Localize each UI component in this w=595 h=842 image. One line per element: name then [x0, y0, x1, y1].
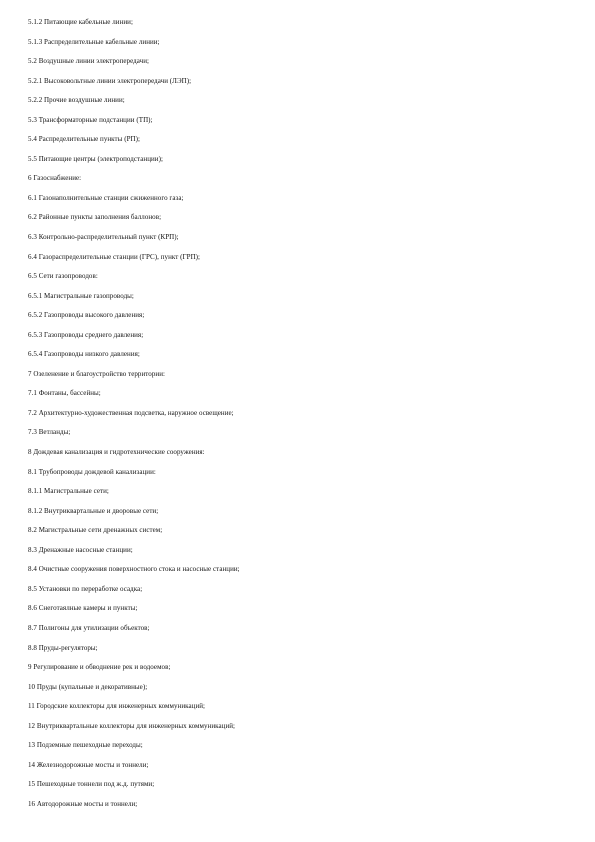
list-item: 16 Автодорожные мосты и тоннели; [28, 799, 138, 808]
list-item: 8.3 Дренажные насосные станции; [28, 545, 133, 554]
list-item: 7.2 Архитектурно-художественная подсветка, наружное освещение; [28, 408, 234, 417]
list-item: 5.2.1 Высоковольтные линии электропередачи (ЛЭП); [28, 76, 192, 85]
list-item: 8.6 Снеготаялные камеры и пункты; [28, 604, 138, 613]
list-item: 6 Газоснабжение: [28, 174, 82, 183]
list-item: 9 Регулирование и обводнение рек и водоемов; [28, 663, 171, 672]
list-item: 8 Дождевая канализация и гидротехнические сооружения: [28, 448, 205, 457]
list-item: 6.5.2 Газопроводы высокого давления; [28, 311, 145, 320]
list-item: 5.1.2 Питающие кабельные линии; [28, 18, 133, 26]
list-item: 12 Внутриквартальные коллекторы для инженерных коммуникаций; [28, 721, 236, 730]
list-item: 8.4 Очистные сооружения поверхностного стока и насосные станции; [28, 565, 240, 574]
list-item: 8.7 Полигоны для утилизации объектов; [28, 623, 150, 632]
list-item: 5.2 Воздушные линии электропередачи; [28, 57, 149, 66]
list-item: 6.5 Сети газопроводов: [28, 272, 98, 281]
list-item: 6.1 Газонаполнительные станции сжиженного газа; [28, 193, 184, 202]
list-item: 8.1.1 Магистральные сети; [28, 487, 109, 496]
list-item: 10 Пруды (купальные и декоративные); [28, 682, 148, 691]
list-item: 8.1.2 Внутриквартальные и дворовые сети; [28, 506, 159, 515]
list-item: 13 Подземные пешеходные переходы; [28, 741, 143, 750]
list-item: 8.5 Установки по переработке осадка; [28, 584, 143, 593]
list-item: 6.2 Районные пункты заполнения баллонов; [28, 213, 162, 222]
list-item: 6.5.4 Газопроводы низкого давления; [28, 350, 140, 359]
list-item: 15 Пешеходные тоннели под ж.д. путями; [28, 780, 155, 789]
list-item: 8.1 Трубопроводы дождевой канализации: [28, 467, 156, 476]
document-list [28, 13, 240, 814]
list-item: 7.3 Ветланды; [28, 428, 71, 437]
list-item: 5.1.3 Распределительные кабельные линии; [28, 37, 160, 46]
list-item: 5.5 Питающие центры (электроподстанции); [28, 154, 163, 163]
list-item: 6.5.1 Магистральные газопроводы; [28, 291, 134, 300]
list-item: 6.5.3 Газопроводы среднего давления; [28, 330, 144, 339]
list-item: 5.3 Трансформаторные подстанции (ТП); [28, 115, 153, 124]
list-item: 14 Железнодорожные мосты и тоннели; [28, 760, 149, 769]
list-item: 6.3 Контрольно-распределительный пункт (КРП); [28, 233, 179, 242]
list-item: 11 Городские коллекторы для инженерных коммуникаций; [28, 702, 206, 711]
list-item: 5.2.2 Прочие воздушные линии; [28, 96, 125, 105]
list-item: 8.8 Пруды-регуляторы; [28, 643, 98, 652]
list-item: 7.1 Фонтаны, бассейны; [28, 389, 101, 398]
list-item: 7 Озеленение и благоустройство территории: [28, 369, 165, 378]
list-item: 6.4 Газораспределительные станции (ГРС), пункт (ГРП); [28, 252, 201, 261]
list-item: 8.2 Магистральные сети дренажных систем; [28, 526, 163, 535]
list-item: 5.4 Распределительные пункты (РП); [28, 135, 141, 144]
